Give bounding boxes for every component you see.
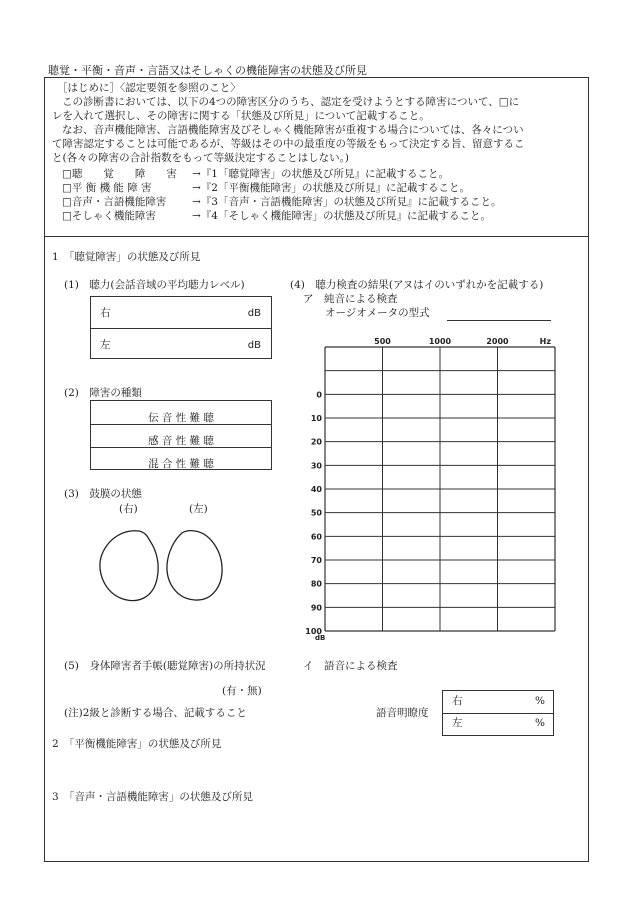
audiogram-y-tick-label: 70 (310, 556, 322, 565)
eardrum-left-shape (167, 531, 222, 600)
checklist-text: →『2「平衡機能障害」の状態及び所見』に記載すること。 (192, 182, 470, 194)
intro-text: この診断書においては、以下の4つの障害区分のうち、認定を受けようとする障害について、□に (62, 96, 520, 108)
type-option-label: 伝 音 性 難 聴 (148, 412, 214, 424)
intro-heading: ［はじめに］〈認定要領を参照のこと〉 (57, 82, 241, 94)
checklist-text: →『4「そしゃく機能障害」の状態及び所見』に記載すること。 (192, 210, 491, 222)
hearing-level-table (90, 296, 272, 359)
intro-text: て障害認定することは可能であるが、等級はその中の最重度の等級をもって決定する旨、留意するこ (52, 138, 525, 150)
eardrum-right-label: (右) (119, 503, 138, 515)
audiometer-model-field[interactable] (447, 320, 551, 321)
section-1-title: 1 「聴覚障害」の状態及び所見 (52, 251, 201, 263)
hearing-left-row[interactable] (91, 328, 271, 359)
audiogram-x-tick-label: 1000 (428, 337, 452, 346)
audiogram-x-tick-label: 500 (374, 337, 391, 346)
type-option-conductive[interactable] (91, 401, 271, 425)
audiogram-y-tick-label: 80 (310, 579, 322, 589)
hearing-type-table (90, 400, 272, 470)
type-option-label: 感 音 性 難 聴 (148, 435, 214, 447)
hearing-left-label: 左 (100, 339, 111, 351)
eardrum-diagram[interactable] (95, 527, 230, 605)
intro-text: なお、音声機能障害、言語機能障害及びそしゃく機能障害が重複する場合については、各々につい (62, 124, 524, 136)
speech-left-label: 左 (452, 717, 463, 729)
checklist-item-chewing[interactable] (62, 210, 491, 223)
audiometer-model-label: オージオメータの型式 (325, 307, 430, 319)
page-title: 聴覚・平衡・音声・言語又はそしゃくの機能障害の状態及び所見 (48, 64, 367, 77)
eardrum-left-label: (左) (189, 503, 208, 515)
audiogram-y-tick-label: 100 (305, 627, 322, 636)
speech-clarity-label: 語音明瞭度 (376, 707, 429, 719)
type-option-label: 混 合 性 難 聴 (148, 458, 214, 470)
hearing-right-unit: dB (247, 308, 261, 319)
audiogram-y-unit-label: dB (315, 634, 326, 642)
speech-left-row[interactable] (443, 713, 553, 736)
checklist-label: □平 衡 機 能 障 害 (62, 182, 152, 194)
checklist-item-voice[interactable] (62, 196, 501, 209)
eardrum-label: (3) 鼓膜の状態 (64, 488, 142, 500)
intro-divider (44, 236, 589, 237)
audiogram-x-tick-label: 2000 (486, 337, 509, 346)
type-option-mixed[interactable] (91, 447, 271, 470)
checklist-text: →『3「音声・言語機能障害」の状態及び所見』に記載すること。 (192, 196, 502, 208)
speech-right-unit: % (535, 695, 545, 707)
section-2-title: 2 「平衡機能障害」の状態及び所見 (52, 738, 222, 750)
audiogram-y-tick-label: 10 (310, 414, 322, 423)
hearing-left-unit: dB (247, 340, 261, 351)
handbook-label: (5) 身体障害者手帳(聴覚障害)の所持状況 (64, 660, 266, 672)
hearing-level-label: (1) 聴力(会話音域の平均聴力レベル) (64, 279, 245, 291)
speech-right-row[interactable] (443, 691, 553, 714)
audiogram-y-tick-label: 20 (310, 437, 322, 447)
checklist-label: □聴 覚 障 害 (62, 168, 177, 180)
section-3-title: 3 「音声・言語機能障害」の状態及び所見 (52, 791, 253, 803)
audiogram-y-tick-label: 90 (310, 603, 322, 613)
hearing-test-label: (4) 聴力検査の結果(アヌはイのいずれかを記載する) (290, 279, 544, 291)
hearing-right-label: 右 (100, 307, 111, 319)
hearing-right-row[interactable] (91, 297, 271, 329)
pure-tone-label: ア 純音による検査 (303, 293, 398, 305)
speech-right-label: 右 (452, 695, 463, 707)
type-option-sensorineural[interactable] (91, 424, 271, 448)
handbook-note: (注)2級と診断する場合、記載すること (64, 707, 247, 719)
audiogram-y-tick-label: 30 (310, 461, 322, 471)
checklist-label: □そしゃく機能障害 (62, 210, 156, 222)
speech-test-label: イ 語音による検査 (303, 660, 398, 672)
intro-text: と(各々の障害の合計指数をもって等級決定することはしない。) (52, 152, 349, 164)
speech-left-unit: % (535, 717, 545, 729)
checklist-text: →『1「聴覚障害」の状態及び所見』に記載すること。 (192, 168, 449, 180)
intro-text: レを入れて選択し、その障害に関する「状態及び所見」について記載すること。 (52, 110, 430, 122)
checklist-item-hearing[interactable] (62, 168, 449, 181)
audiogram-y-tick-label: 40 (310, 485, 322, 494)
audiogram-chart[interactable] (300, 335, 570, 645)
handbook-options[interactable]: (有・無) (222, 685, 262, 697)
speech-clarity-table (442, 690, 554, 736)
audiogram-y-tick-label: 60 (310, 532, 322, 542)
audiogram-x-tick-label: Hz (539, 337, 551, 346)
eardrum-right-shape (100, 531, 158, 601)
audiogram-y-tick-label: 0 (316, 390, 322, 400)
checklist-item-balance[interactable] (62, 182, 470, 195)
hearing-type-label: (2) 障害の種類 (64, 387, 142, 399)
audiogram-y-tick-label: 50 (310, 508, 322, 518)
checklist-label: □音声・言語機能障害 (62, 196, 167, 208)
